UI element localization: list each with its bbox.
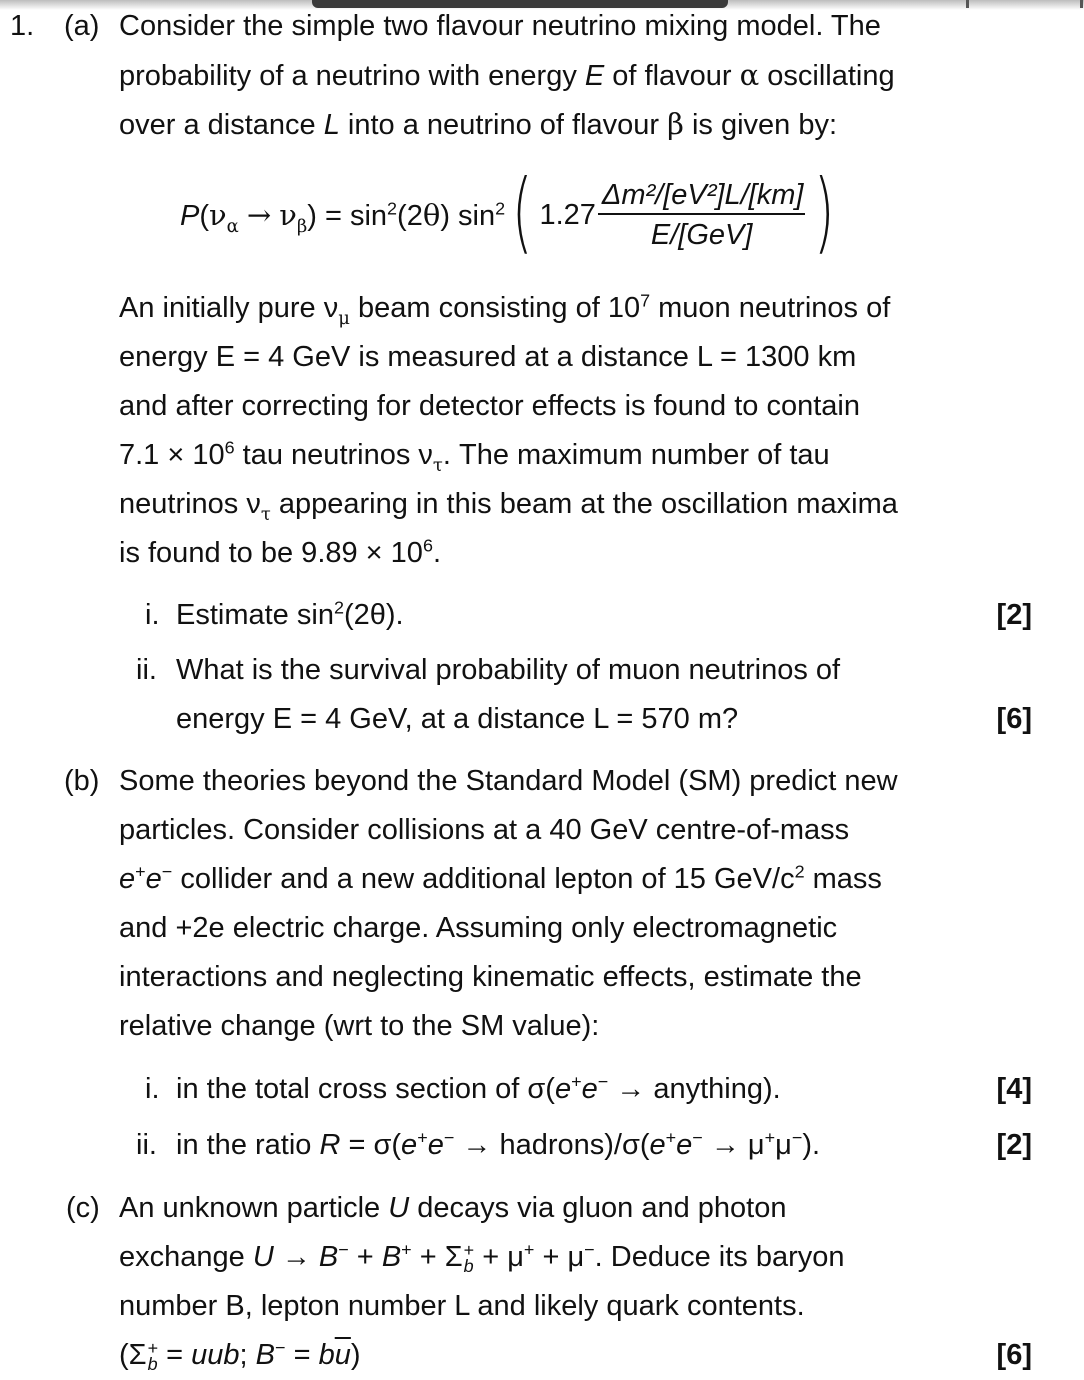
part-a-body-line: is found to be $9.89 \times 10^6$.: [119, 535, 441, 569]
part-c-label: (c): [66, 1192, 100, 1224]
part-c-line: number B, lepton number L and likely quark contents.: [119, 1290, 805, 1322]
part-a-body-line: neutrinos $\nu_\tau$ appearing in this beam at the oscillation maxima: [119, 488, 898, 525]
part-c-line: exchange U → B− + B+ + Σ + b + μ+ + μ−. Deduce its baryon: [119, 1239, 845, 1277]
part-a-body-line: An initially pure $\nu_\mu$ beam consisting of $10^7$ muon neutrinos of: [119, 290, 891, 329]
part-a-intro-line: Consider the simple two flavour neutrino mixing model. The: [119, 10, 881, 42]
part-b-sub-ii-text: in the ratio R = σ(e+e− → hadrons)/σ(e+e− → μ+μ−).: [176, 1127, 821, 1161]
part-b-line: e+e− collider and a new additional lepton of 15 GeV/$c^2$ mass: [119, 861, 882, 895]
part-c-line: An unknown particle U decays via gluon and photon: [119, 1192, 787, 1224]
part-a-body-line: energy E = 4 GeV is measured at a distance L = 1300 km: [119, 341, 857, 373]
part-b-line: relative change (wrt to the SM value):: [119, 1010, 600, 1042]
top-edge-mark: [1080, 0, 1083, 8]
part-a-label: (a): [64, 10, 100, 42]
part-c-marks: [6]: [996, 1339, 1032, 1371]
part-b-sub-i-marks: [4]: [996, 1073, 1032, 1105]
top-toolbar-strip: [312, 0, 728, 8]
fraction-denominator: E/[GeV]: [650, 219, 753, 251]
part-b-line: particles. Consider collisions at a 40 GeV centre-of-mass: [119, 814, 850, 846]
part-a-intro-line: over a distance L into a neutrino of flavour β is given by:: [119, 107, 838, 141]
question-number: 1.: [10, 10, 35, 42]
top-edge-mark: [966, 0, 969, 8]
oscillation-probability-equation: $P(\nu_\alpha \to \nu_\beta) = \sin^2(2\theta)$ $\sin^2$ ( 1.27 $\frac{\text{Δm²/[eV²]L/[km]}}{\text{E/[GeV]}}$ ): [180, 160, 835, 263]
part-b-line: interactions and neglecting kinematic effects, estimate the: [119, 961, 862, 993]
part-b-sub-i-text: in the total cross section of σ(e+e− → anything).: [176, 1071, 781, 1105]
part-a-sub-i-text: Estimate $\sin^2(2\theta)$.: [176, 597, 404, 631]
part-a-sub-i-marks: [2]: [996, 599, 1032, 631]
part-a-sub-ii-label: ii.: [136, 654, 157, 686]
part-c-line: (Σ + b = uub; $B^- = b\overline{u}$): [119, 1337, 361, 1375]
right-paren: ): [814, 160, 835, 263]
part-a-sub-ii-text: What is the survival probability of muon neutrinos of: [176, 654, 841, 686]
equation-coefficient: 1.27: [539, 198, 596, 231]
equation-fraction: [598, 177, 806, 253]
part-a-sub-ii-marks: [6]: [996, 703, 1032, 735]
part-a-sub-ii-text: energy E = 4 GeV, at a distance L = 570 m?: [176, 703, 739, 735]
part-b-line: and +2e electric charge. Assuming only electromagnetic: [119, 912, 838, 944]
part-b-sub-i-label: i.: [145, 1073, 160, 1105]
fraction-numerator: Δm²/[eV²]L/[km]: [598, 177, 806, 215]
left-paren: (: [511, 160, 533, 263]
part-a-intro-line: probability of a neutrino with energy E of flavour α oscillating: [119, 58, 895, 92]
part-b-line: Some theories beyond the Standard Model (SM) predict new: [119, 765, 898, 797]
part-b-label: (b): [64, 765, 100, 797]
part-b-sub-ii-marks: [2]: [996, 1129, 1032, 1161]
part-a-sub-i-label: i.: [145, 599, 160, 631]
part-a-body-line: and after correcting for detector effects is found to contain: [119, 390, 861, 422]
part-a-body-line: $7.1 \times 10^6$ tau neutrinos $\nu_\tau$. The maximum number of tau: [119, 437, 830, 476]
part-b-sub-ii-label: ii.: [136, 1129, 157, 1161]
